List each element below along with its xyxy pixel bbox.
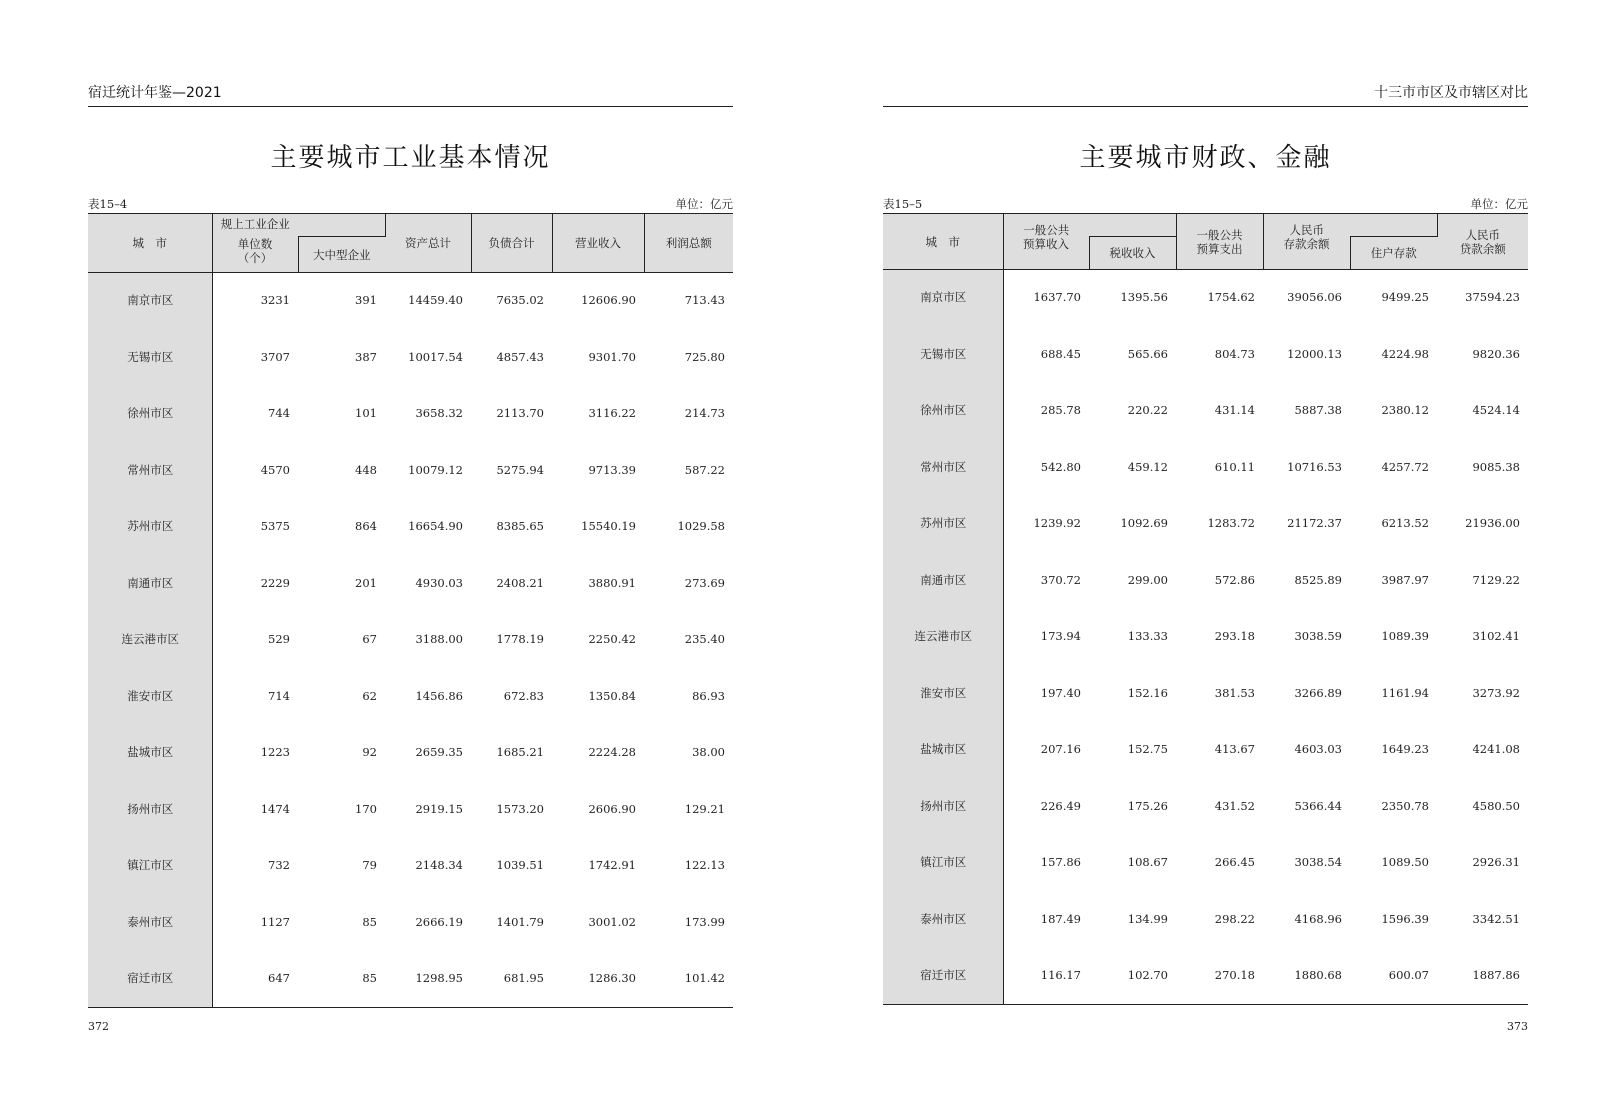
cell-profit: 86.93 <box>692 688 725 703</box>
row-city: 宿迁市区 <box>883 947 1003 1004</box>
cell-dep: 3038.54 <box>1294 855 1342 870</box>
cell-profit: 273.69 <box>684 575 725 590</box>
col-profit: 利润总额 <box>644 214 733 273</box>
cell-dep: 4168.96 <box>1294 911 1342 926</box>
col-city: 城 市 <box>88 214 212 273</box>
cell-loan: 7129.22 <box>1472 572 1520 587</box>
cell-brev: 1637.70 <box>1033 290 1081 305</box>
cell-brev: 197.40 <box>1040 685 1081 700</box>
row-city: 苏州市区 <box>883 495 1003 552</box>
cell-bexp: 431.52 <box>1214 798 1255 813</box>
table-row <box>883 778 1528 835</box>
cell-loan: 1887.86 <box>1437 947 1528 1004</box>
cell-tax: 152.75 <box>1127 742 1168 757</box>
cell-brev: 370.72 <box>1040 572 1081 587</box>
table-row <box>88 668 733 725</box>
col-loan-l1: 人民币 <box>1465 227 1500 242</box>
cell-brev: 542.80 <box>1040 459 1081 474</box>
cell-bexp: 266.45 <box>1214 855 1255 870</box>
cell-liab: 1685.21 <box>496 745 544 760</box>
col-enterprise-count <box>212 214 298 237</box>
col-enterprise-count-l2: 单位数 <box>237 236 273 251</box>
cell-tax: 459.12 <box>1127 459 1168 474</box>
cell-rev: 1350.84 <box>588 688 636 703</box>
cell-tax: 1395.56 <box>1120 290 1168 305</box>
col-enterprise-count-blank <box>298 214 385 237</box>
left-page <box>88 0 733 1099</box>
cell-rev: 9301.70 <box>588 349 636 364</box>
cell-count: 1127 <box>260 914 290 929</box>
col-enterprise-count-l1: 规上工业企业 <box>220 217 290 231</box>
cell-tax: 108.67 <box>1127 855 1168 870</box>
col-assets: 资产总计 <box>385 214 471 273</box>
cell-loan: 9085.38 <box>1472 459 1520 474</box>
table-header <box>883 214 1528 270</box>
cell-rev: 3001.02 <box>588 914 636 929</box>
book-title: 宿迁统计年鉴—2021 <box>88 85 222 101</box>
cell-dep: 10716.53 <box>1287 459 1342 474</box>
cell-rev: 1286.30 <box>552 950 644 1007</box>
table-row <box>88 724 733 781</box>
row-city: 泰州市区 <box>88 894 212 951</box>
cell-assets: 16654.90 <box>408 519 463 534</box>
cell-hh: 1161.94 <box>1381 685 1429 700</box>
cell-large: 79 <box>362 858 377 873</box>
cell-hh: 6213.52 <box>1381 516 1429 531</box>
row-city: 苏州市区 <box>88 498 212 555</box>
chapter-title: 十三市市区及市辖区对比 <box>1374 85 1528 101</box>
cell-profit: 713.43 <box>684 293 725 308</box>
cell-assets: 14459.40 <box>408 293 463 308</box>
table-header <box>88 214 733 273</box>
cell-tax: 299.00 <box>1127 572 1168 587</box>
col-budget-expenditure-l2: 预算支出 <box>1196 241 1243 256</box>
cell-brev: 1239.92 <box>1033 516 1081 531</box>
cell-hh: 1089.50 <box>1381 855 1429 870</box>
cell-assets: 2666.19 <box>415 914 463 929</box>
cell-count: 714 <box>268 688 290 703</box>
row-city: 淮安市区 <box>88 668 212 725</box>
cell-profit: 587.22 <box>684 462 725 477</box>
row-city: 连云港市区 <box>88 611 212 668</box>
col-liabilities: 负债合计 <box>471 214 552 273</box>
cell-rev: 3116.22 <box>588 406 636 421</box>
cell-tax: 565.66 <box>1127 346 1168 361</box>
cell-large: 67 <box>362 632 377 647</box>
cell-dep: 5887.38 <box>1294 403 1342 418</box>
row-city: 盐城市区 <box>883 721 1003 778</box>
cell-bexp: 1283.72 <box>1207 516 1255 531</box>
col-tax: 税收收入 <box>1089 237 1176 270</box>
cell-bexp: 804.73 <box>1214 346 1255 361</box>
cell-dep: 12000.13 <box>1287 346 1342 361</box>
cell-assets: 3658.32 <box>415 406 463 421</box>
table-row <box>88 611 733 668</box>
cell-large: 448 <box>355 462 377 477</box>
row-city: 南通市区 <box>883 552 1003 609</box>
page-number: 372 <box>88 1020 109 1033</box>
cell-assets: 2148.34 <box>415 858 463 873</box>
cell-count: 3707 <box>260 349 290 364</box>
table-row <box>88 273 733 329</box>
cell-large: 101 <box>355 406 377 421</box>
cell-bexp: 610.11 <box>1214 459 1255 474</box>
table-row <box>883 326 1528 383</box>
cell-tax: 133.33 <box>1127 629 1168 644</box>
cell-hh: 4257.72 <box>1381 459 1429 474</box>
cell-assets: 1456.86 <box>415 688 463 703</box>
cell-hh: 2350.78 <box>1381 798 1429 813</box>
cell-brev: 226.49 <box>1040 798 1081 813</box>
cell-brev: 157.86 <box>1040 855 1081 870</box>
cell-bexp: 293.18 <box>1214 629 1255 644</box>
cell-count: 1223 <box>260 745 290 760</box>
cell-bexp: 1754.62 <box>1207 290 1255 305</box>
cell-large: 85 <box>298 950 385 1007</box>
cell-hh: 1649.23 <box>1381 742 1429 757</box>
row-city: 无锡市区 <box>88 329 212 386</box>
table-number: 表15–4 <box>88 197 128 211</box>
cell-large: 387 <box>355 349 377 364</box>
row-city: 扬州市区 <box>883 778 1003 835</box>
cell-liab: 5275.94 <box>496 462 544 477</box>
col-loan <box>1437 214 1528 270</box>
table-row <box>883 891 1528 948</box>
table-row <box>883 834 1528 891</box>
cell-hh: 2380.12 <box>1381 403 1429 418</box>
cell-dep: 5366.44 <box>1294 798 1342 813</box>
cell-liab: 7635.02 <box>496 293 544 308</box>
cell-tax: 134.99 <box>1127 911 1168 926</box>
row-city: 南通市区 <box>88 555 212 612</box>
col-budget-expenditure <box>1176 214 1263 270</box>
table-row <box>883 382 1528 439</box>
table-row <box>88 329 733 386</box>
col-loan-l2: 贷款余额 <box>1459 241 1506 256</box>
cell-loan: 4524.14 <box>1472 403 1520 418</box>
cell-brev: 173.94 <box>1040 629 1081 644</box>
cell-dep: 8525.89 <box>1294 572 1342 587</box>
cell-liab: 672.83 <box>503 688 544 703</box>
table-row <box>883 495 1528 552</box>
table-row <box>883 665 1528 722</box>
cell-count: 3231 <box>260 293 290 308</box>
row-city: 宿迁市区 <box>88 950 212 1007</box>
table-row <box>883 439 1528 496</box>
col-enterprise-count-cont <box>212 237 298 273</box>
cell-brev: 285.78 <box>1040 403 1081 418</box>
cell-profit: 214.73 <box>684 406 725 421</box>
row-city: 泰州市区 <box>883 891 1003 948</box>
table-row <box>88 498 733 555</box>
cell-rev: 15540.19 <box>581 519 636 534</box>
cell-count: 529 <box>268 632 290 647</box>
col-enterprise-count-l3: （个） <box>237 250 273 265</box>
cell-rev: 2250.42 <box>588 632 636 647</box>
cell-dep: 39056.06 <box>1287 290 1342 305</box>
cell-count: 732 <box>268 858 290 873</box>
table-row <box>88 894 733 951</box>
cell-bexp: 431.14 <box>1214 403 1255 418</box>
table-row <box>88 837 733 894</box>
cell-liab: 2408.21 <box>496 575 544 590</box>
cell-bexp: 413.67 <box>1214 742 1255 757</box>
table-meta <box>88 196 733 212</box>
page-title: 主要城市工业基本情况 <box>270 143 551 173</box>
cell-tax: 102.70 <box>1089 947 1176 1004</box>
cell-large: 62 <box>362 688 377 703</box>
cell-dep: 3266.89 <box>1294 685 1342 700</box>
cell-hh: 3987.97 <box>1381 572 1429 587</box>
page-title: 主要城市财政、金融 <box>1079 143 1332 173</box>
col-city: 城 市 <box>883 214 1003 270</box>
cell-hh: 1089.39 <box>1381 629 1429 644</box>
cell-dep: 4603.03 <box>1294 742 1342 757</box>
cell-loan: 21936.00 <box>1465 516 1520 531</box>
table-row <box>883 721 1528 778</box>
industry-table <box>88 213 733 1008</box>
cell-liab: 1573.20 <box>496 801 544 816</box>
table-row <box>88 950 733 1007</box>
cell-loan: 4241.08 <box>1472 742 1520 757</box>
cell-assets: 3188.00 <box>415 632 463 647</box>
table-row <box>883 947 1528 1004</box>
row-city: 无锡市区 <box>883 326 1003 383</box>
cell-rev: 3880.91 <box>588 575 636 590</box>
cell-liab: 4857.43 <box>496 349 544 364</box>
row-city: 扬州市区 <box>88 781 212 838</box>
cell-assets: 2659.35 <box>415 745 463 760</box>
cell-large: 85 <box>362 914 377 929</box>
cell-bexp: 572.86 <box>1214 572 1255 587</box>
cell-hh: 1596.39 <box>1381 911 1429 926</box>
table-row <box>883 270 1528 326</box>
col-deposit-blank <box>1350 214 1437 237</box>
table-unit: 单位：亿元 <box>1470 197 1528 211</box>
table-row <box>883 552 1528 609</box>
col-budget-expenditure-l1: 一般公共 <box>1196 227 1243 242</box>
cell-count: 647 <box>212 950 298 1007</box>
cell-loan: 3342.51 <box>1472 911 1520 926</box>
cell-assets: 1298.95 <box>385 950 471 1007</box>
col-large-medium: 大中型企业 <box>298 237 385 273</box>
cell-rev: 9713.39 <box>588 462 636 477</box>
table-number: 表15–5 <box>883 197 923 211</box>
row-city: 常州市区 <box>88 442 212 499</box>
col-household-deposit: 住户存款 <box>1350 237 1437 270</box>
table-row <box>88 781 733 838</box>
col-deposit-cont <box>1263 237 1350 270</box>
table-unit: 单位：亿元 <box>675 197 733 211</box>
cell-brev: 207.16 <box>1040 742 1081 757</box>
cell-loan: 2926.31 <box>1472 855 1520 870</box>
cell-dep: 3038.59 <box>1294 629 1342 644</box>
cell-large: 201 <box>355 575 377 590</box>
cell-liab: 1039.51 <box>496 858 544 873</box>
cell-liab: 2113.70 <box>496 406 544 421</box>
cell-loan: 9820.36 <box>1472 346 1520 361</box>
cell-loan: 3273.92 <box>1472 685 1520 700</box>
cell-count: 2229 <box>260 575 290 590</box>
row-city: 镇江市区 <box>88 837 212 894</box>
cell-brev: 688.45 <box>1040 346 1081 361</box>
col-deposit-l1: 人民币 <box>1289 222 1324 237</box>
row-city: 徐州市区 <box>88 385 212 442</box>
row-city: 徐州市区 <box>883 382 1003 439</box>
cell-brev: 187.49 <box>1040 911 1081 926</box>
row-city: 常州市区 <box>883 439 1003 496</box>
cell-profit: 129.21 <box>684 801 725 816</box>
col-budget-revenue-l1: 一般公共 <box>1023 222 1070 237</box>
row-city: 淮安市区 <box>883 665 1003 722</box>
cell-hh: 600.07 <box>1350 947 1437 1004</box>
cell-bexp: 298.22 <box>1214 911 1255 926</box>
cell-assets: 2919.15 <box>415 801 463 816</box>
row-city: 镇江市区 <box>883 834 1003 891</box>
cell-bexp: 270.18 <box>1176 947 1263 1004</box>
cell-liab: 1401.79 <box>496 914 544 929</box>
table-row <box>883 608 1528 665</box>
cell-count: 744 <box>268 406 290 421</box>
cell-profit: 173.99 <box>684 914 725 929</box>
cell-count: 1474 <box>260 801 290 816</box>
running-header <box>883 84 1528 107</box>
running-header <box>88 84 733 107</box>
cell-tax: 220.22 <box>1127 403 1168 418</box>
cell-large: 391 <box>355 293 377 308</box>
right-page <box>883 0 1528 1099</box>
cell-profit: 122.13 <box>684 858 725 873</box>
cell-hh: 4224.98 <box>1381 346 1429 361</box>
cell-profit: 101.42 <box>644 950 733 1007</box>
cell-assets: 4930.03 <box>415 575 463 590</box>
cell-profit: 1029.58 <box>677 519 725 534</box>
table-body <box>883 270 1528 1005</box>
cell-profit: 38.00 <box>692 745 725 760</box>
col-deposit <box>1263 214 1350 237</box>
cell-liab: 1778.19 <box>496 632 544 647</box>
col-budget-revenue-cont <box>1003 237 1089 270</box>
table-row <box>88 442 733 499</box>
row-city: 南京市区 <box>883 270 1003 326</box>
cell-brev: 116.17 <box>1003 947 1089 1004</box>
cell-rev: 2606.90 <box>588 801 636 816</box>
col-budget-revenue <box>1003 214 1089 237</box>
col-budget-revenue-l2: 预算收入 <box>1023 236 1069 251</box>
cell-assets: 10079.12 <box>408 462 463 477</box>
cell-loan: 37594.23 <box>1465 290 1520 305</box>
cell-loan: 4580.50 <box>1472 798 1520 813</box>
table-meta <box>883 196 1528 212</box>
cell-count: 4570 <box>260 462 290 477</box>
cell-bexp: 381.53 <box>1214 685 1255 700</box>
cell-loan: 3102.41 <box>1472 629 1520 644</box>
row-city: 连云港市区 <box>883 608 1003 665</box>
cell-liab: 681.95 <box>471 950 552 1007</box>
cell-dep: 21172.37 <box>1287 516 1342 531</box>
cell-rev: 2224.28 <box>588 745 636 760</box>
cell-tax: 1092.69 <box>1120 516 1168 531</box>
table-row <box>88 385 733 442</box>
cell-large: 864 <box>355 519 377 534</box>
cell-tax: 175.26 <box>1127 798 1168 813</box>
col-budget-revenue-blank <box>1089 214 1176 237</box>
cell-tax: 152.16 <box>1127 685 1168 700</box>
cell-dep: 1880.68 <box>1263 947 1350 1004</box>
table-body <box>88 273 733 1008</box>
finance-table <box>883 213 1528 1005</box>
cell-profit: 725.80 <box>684 349 725 364</box>
page-number: 373 <box>1507 1020 1528 1033</box>
cell-rev: 1742.91 <box>588 858 636 873</box>
col-deposit-l2: 存款余额 <box>1283 236 1330 251</box>
cell-large: 170 <box>355 801 377 816</box>
col-revenue: 营业收入 <box>552 214 644 273</box>
cell-profit: 235.40 <box>684 632 725 647</box>
table-row <box>88 555 733 612</box>
cell-assets: 10017.54 <box>408 349 463 364</box>
row-city: 南京市区 <box>88 273 212 329</box>
cell-large: 92 <box>362 745 377 760</box>
cell-count: 5375 <box>260 519 290 534</box>
cell-rev: 12606.90 <box>581 293 636 308</box>
row-city: 盐城市区 <box>88 724 212 781</box>
cell-liab: 8385.65 <box>496 519 544 534</box>
cell-hh: 9499.25 <box>1381 290 1429 305</box>
